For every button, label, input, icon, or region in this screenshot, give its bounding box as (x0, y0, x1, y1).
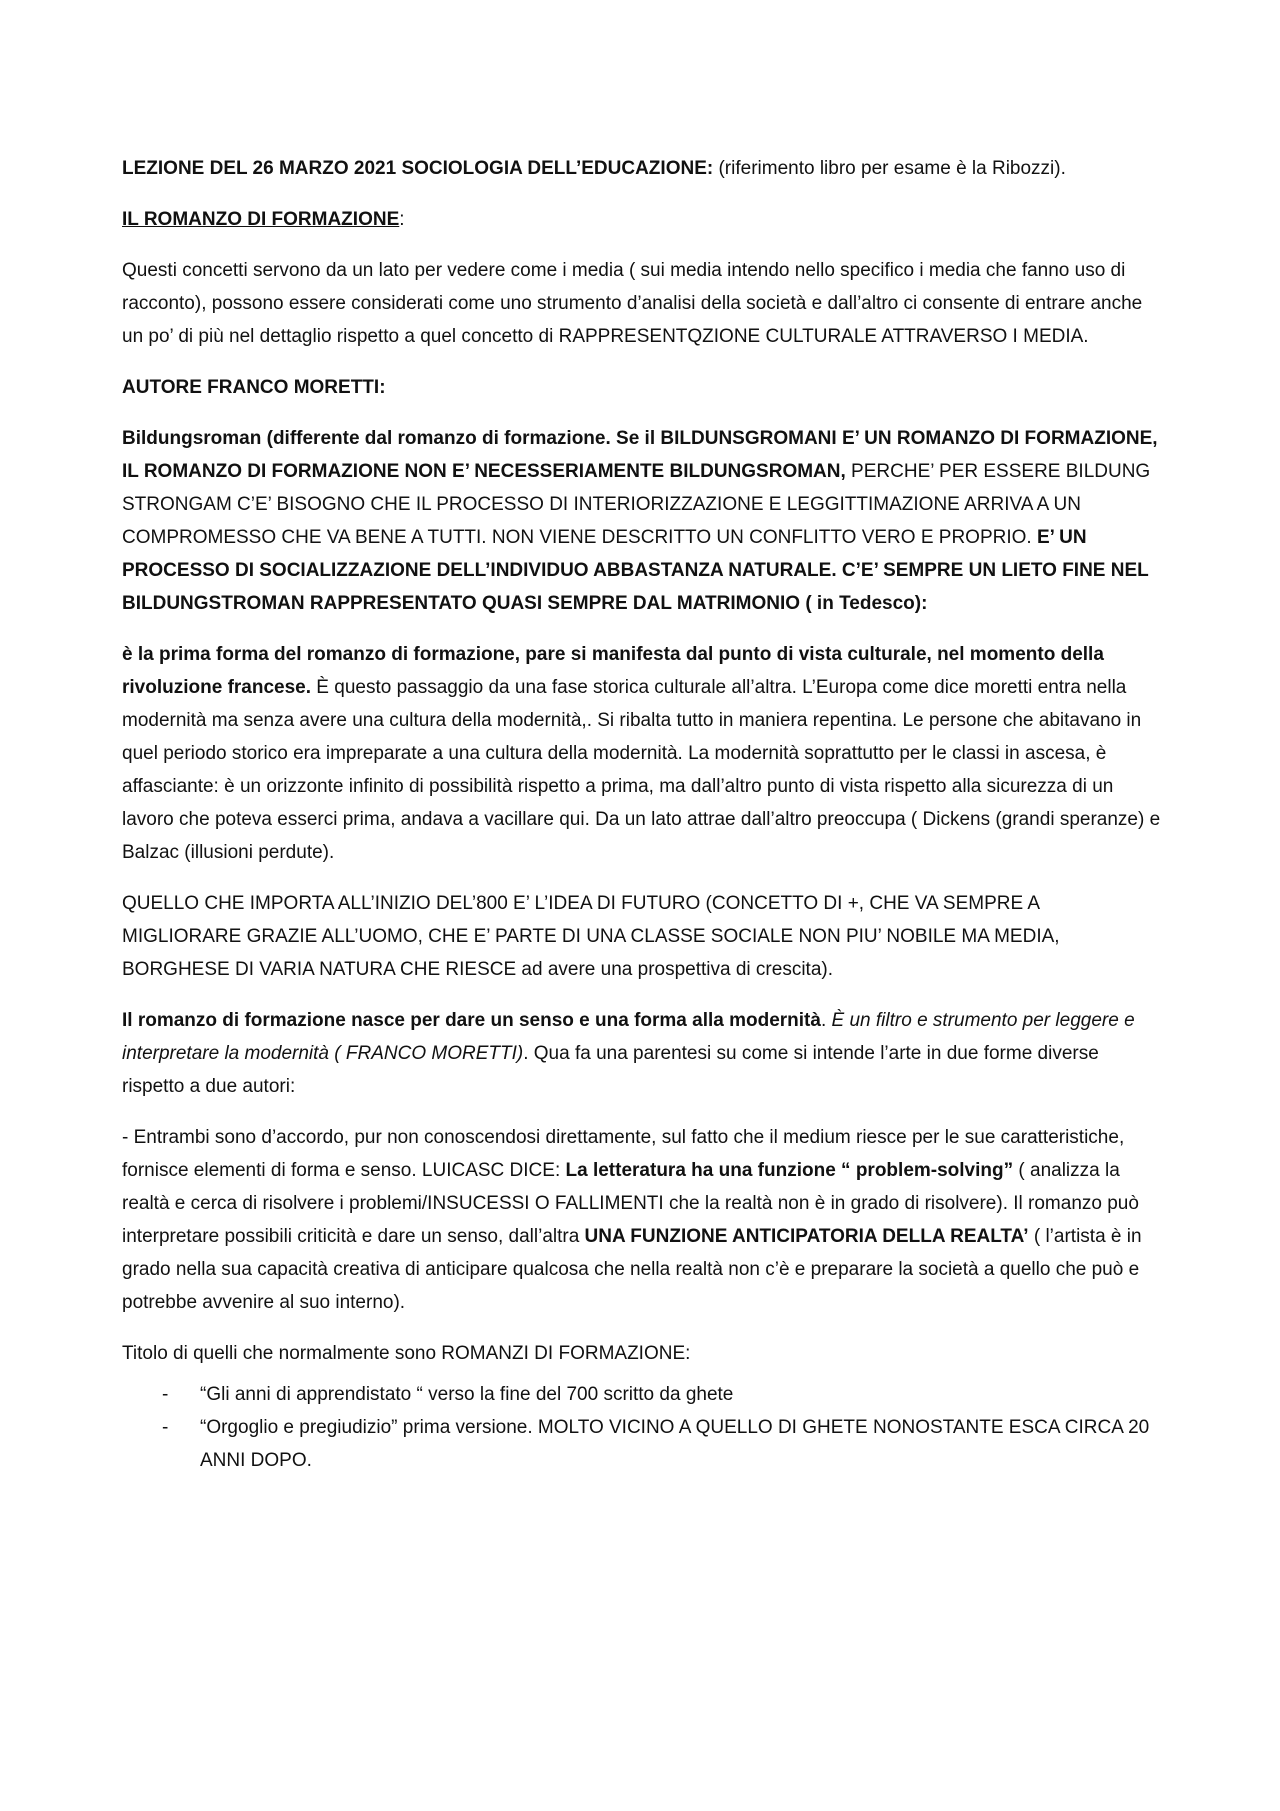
section-title-text: IL ROMANZO DI FORMAZIONE (122, 209, 400, 230)
modernity-normal: . Qua fa una parentesi su come si intende l’arte in due forme diverse rispetto a due autori: (122, 1043, 1099, 1097)
author-heading-text: AUTORE FRANCO MORETTI: (122, 377, 386, 398)
modernity-italic: È un filtro e strumento per leggere e interpretare la modernità ( FRANCO MORETTI) (122, 1010, 1135, 1064)
paragraph-titles-intro: Titolo di quelli che normalmente sono ROMANZI DI FORMAZIONE: (122, 1343, 691, 1364)
functions-bold-1: La letteratura ha una funzione “ problem-solving” (560, 1160, 1014, 1181)
functions-normal-1: - Entrambi sono d’accordo, pur non conoscendosi direttamente, sul fatto che il medium riesce per le sue caratteristiche, fornisce elementi di forma e senso. LUICASC DICE: (122, 1127, 1125, 1181)
functions-normal-2: ( analizza la realtà e cerca di risolvere i problemi/INSUCESSI O FALLIMENTI che la realtà non è in grado di risolvere). Il romanzo può interpretare possibili criticità e dare un senso, dall’altra (122, 1160, 1139, 1247)
novels-list (122, 1378, 1162, 1477)
list-item-text: “Orgoglio e pregiudizio” prima versione. MOLTO VICINO A QUELLO DI GHETE NONOSTANTE ESCA CIRCA 20 ANNI DOPO. (200, 1417, 1150, 1471)
modernity-bold: Il romanzo di formazione nasce per dare un senso e una forma alla modernità (122, 1010, 821, 1031)
functions-bold-2: UNA FUNZIONE ANTICIPATORIA DELLA REALTA’ (579, 1226, 1029, 1247)
bildungsroman-bold-2: E’ UN PROCESSO DI SOCIALIZZAZIONE DELL’INDIVIDUO ABBASTANZA NATURALE. C’E’ SEMPRE UN LIETO FINE NEL BILDUNGSTROMAN RAPPRESENTATO QUASI SEMPRE DAL MATRIMONIO ( in Tedesco): (122, 527, 1149, 614)
functions-normal-3: ( l’artista è in grado nella sua capacità creativa di anticipare qualcosa che nella realtà non c’è e preparare la società a quello che può e potrebbe avvenire al suo interno). (122, 1226, 1142, 1313)
paragraph-concepts: Questi concetti servono da un lato per vedere come i media ( sui media intendo nello specifico i media che fanno uso di racconto), possono essere considerati come uno strumento d’analisi della società e dall’altro ci consente di entrare anche un po’ di più nel dettaglio rispetto a quel concetto di RAPPRESENTQZIONE CULTURALE ATTRAVERSO I MEDIA. (122, 260, 1143, 347)
first-form-normal: È questo passaggio da una fase storica culturale all’altra. L’Europa come dice moretti entra nella modernità ma senza avere una cultura della modernità,. Si ribalta tutto in maniera repentina. Le persone che abitavano in quel periodo storico era impreparate a una cultura della modernità. La modernità soprattutto per le classi in ascesa, è affasciante: è un orizzonte infinito di possibilità rispetto a prima, ma dall’altro punto di vista rispetto alla sicurezza di un lavoro che poteva esserci prima, andava a vacillare qui. Da un lato attrae dall’altro preoccupa ( Dickens (grandi speranze) e Balzac (illusioni perdute). (122, 677, 1161, 863)
paragraph-first-form (122, 638, 1162, 869)
section-title (122, 203, 1162, 236)
list-item-text: “Gli anni di apprendistato “ verso la fine del 700 scritto da ghete (200, 1384, 734, 1405)
list-item (122, 1378, 1162, 1411)
author-heading (122, 371, 1162, 404)
paragraph-future: QUELLO CHE IMPORTA ALL’INIZIO DEL’800 E’ L’IDEA DI FUTURO (CONCETTO DI +, CHE VA SEMPRE A MIGLIORARE GRAZIE ALL’UOMO, CHE E’ PARTE DI UNA CLASSE SOCIALE NON PIU’ NOBILE MA MEDIA, BORGHESE DI VARIA NATURA CHE RIESCE ad avere una prospettiva di crescita). (122, 893, 1060, 980)
paragraph-bildungsroman (122, 422, 1162, 620)
paragraph-functions (122, 1121, 1162, 1319)
lesson-header-note: (riferimento libro per esame è la Ribozzi). (713, 158, 1066, 179)
lesson-header (122, 152, 1162, 185)
first-form-bold: è la prima forma del romanzo di formazione, pare si manifesta dal punto di vista culturale, nel momento della rivoluzione francese. (122, 644, 1104, 698)
list-dash: - (162, 1384, 169, 1405)
bildungsroman-normal: PERCHE’ PER ESSERE BILDUNG STRONGAM C’E’ BISOGNO CHE IL PROCESSO DI INTERIORIZZAZIONE E LEGGITTIMAZIONE ARRIVA A UN COMPROMESSO CHE VA BENE A TUTTI. NON VIENE DESCRITTO UN CONFLITTO VERO E PROPRIO. (122, 461, 1151, 548)
lesson-header-bold: LEZIONE DEL 26 MARZO 2021 SOCIOLOGIA DELL’EDUCAZIONE: (122, 158, 714, 179)
bildungsroman-bold-1: Bildungsroman (differente dal romanzo di formazione. Se il BILDUNSGROMANI E’ UN ROMANZO DI FORMAZIONE, IL ROMANZO DI FORMAZIONE NON E’ NECESSERIAMENTE BILDUNGSROMAN, (122, 428, 1158, 482)
modernity-dot: . (820, 1010, 827, 1031)
list-dash: - (162, 1417, 169, 1438)
document-body (122, 152, 1162, 1477)
paragraph-modernity (122, 1004, 1162, 1103)
section-title-colon: : (399, 209, 405, 230)
list-item (122, 1411, 1162, 1477)
